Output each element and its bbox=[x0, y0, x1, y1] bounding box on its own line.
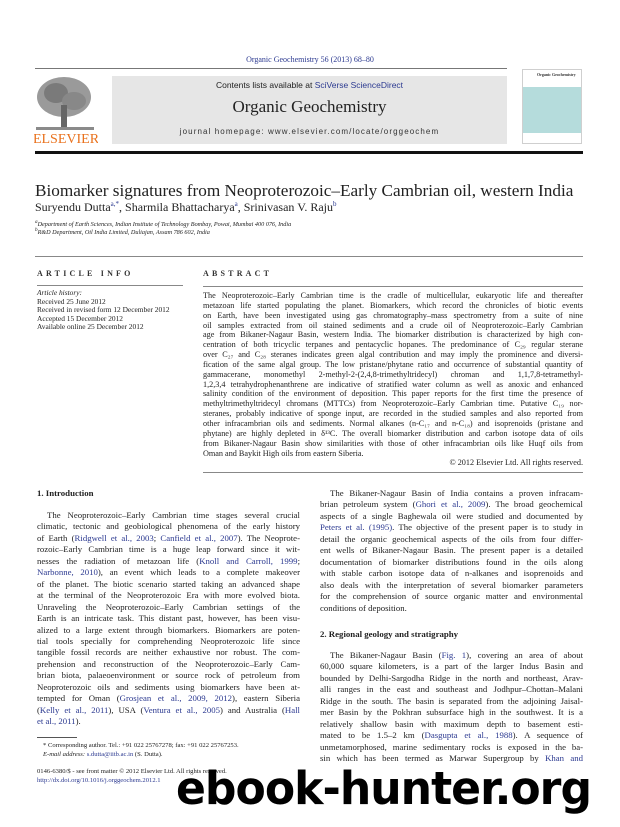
contents-text: Contents lists available at bbox=[215, 80, 315, 90]
divider bbox=[35, 256, 583, 257]
text-segment: for the comprehension of source organic matter and environmental bbox=[320, 591, 583, 602]
doi-link[interactable]: http://dx.doi.org/10.1016/j.orggeochem.2012.1 bbox=[37, 777, 161, 784]
text-segment: with stable carbon isotope data of n-alkanes and isoprenoids and bbox=[320, 568, 583, 579]
text-line bbox=[37, 693, 300, 704]
text-segment: brian biota, palaeoenvironment or source rock of petroleum from bbox=[37, 670, 300, 681]
text-line bbox=[203, 439, 583, 449]
text-line bbox=[203, 350, 583, 360]
text-segment: tial tools specially for comprehending Neoproterozoic life since bbox=[37, 635, 300, 646]
text-line bbox=[320, 650, 583, 661]
text-line bbox=[203, 330, 583, 340]
text-line bbox=[320, 511, 583, 522]
text-segment: ; bbox=[153, 532, 161, 543]
text-line bbox=[203, 301, 583, 311]
text-line bbox=[320, 730, 583, 741]
citation-link[interactable]: Narbonne, 2010 bbox=[37, 567, 98, 578]
text-line bbox=[320, 568, 583, 579]
text-segment: gammacerane, monomethyl 2-methyl-2-(2,4,8-trimethyltridecyl) chroman and 1,1,7,8-tetramethyl- bbox=[203, 369, 583, 379]
abstract-text bbox=[203, 291, 583, 458]
text-segment: ), eastern Siberia bbox=[232, 693, 300, 704]
text-line bbox=[203, 321, 583, 331]
citation-link[interactable]: Ridgwell et al., 2003 bbox=[74, 532, 154, 543]
text-segment: brian petroleum system ( bbox=[320, 499, 416, 510]
text-segment: over C₂₇ and C₂₈ steranes indicates green algal contribution and may imply the prominence and diversi- bbox=[203, 350, 583, 360]
text-segment: sin which has been termed as Marwar Supergroup by bbox=[320, 753, 546, 764]
text-line bbox=[320, 673, 583, 684]
text-segment: tangible fossil records are neither exhaustive nor robust. The com- bbox=[37, 647, 300, 658]
citation-link[interactable]: Grosjean et al., 2009, 2012 bbox=[119, 693, 233, 704]
text-segment: methyltrimethyltridecyl chromans (MTTCs) from Neoproterozoic–Early Cambrian time. Putative C₁₉ nor- bbox=[203, 399, 583, 409]
text-line bbox=[320, 603, 583, 614]
sciencedirect-link[interactable]: SciVerse ScienceDirect bbox=[314, 80, 404, 90]
text-line bbox=[320, 696, 583, 707]
text-segment: from Bikaner-Nagaur Basin show similarities with those of other infracambrian oils like Huqf oils from bbox=[203, 438, 583, 448]
text-segment: The Bikaner-Nagaur Basin of India contains a proven infracam- bbox=[330, 488, 583, 498]
text-line bbox=[320, 499, 583, 510]
text-line bbox=[203, 311, 583, 321]
text-segment: phytane) are highly depleted in δ¹³C. The overall biomarker distribution and carbon isotope data of oils bbox=[203, 428, 583, 438]
text-line bbox=[203, 419, 583, 429]
text-line bbox=[37, 613, 300, 624]
text-segment: Unraveling the Neoproterozoic–Early Cambrian settings of the bbox=[37, 601, 300, 612]
text-segment: ; bbox=[297, 555, 300, 566]
text-line bbox=[37, 510, 300, 521]
footnote bbox=[37, 741, 239, 759]
section-heading-introduction: 1. Introduction bbox=[37, 488, 94, 498]
text-segment: ). bbox=[75, 716, 81, 727]
text-segment: ), USA ( bbox=[108, 704, 144, 715]
text-segment: age from Bikaner-Nagaur Basin, western India. The biomarker distribution is characterized by high con- bbox=[203, 330, 583, 340]
abstract-heading: ABSTRACT bbox=[203, 269, 273, 278]
text-line bbox=[320, 557, 583, 568]
email-label: E-mail address: bbox=[43, 751, 87, 758]
text-segment: on Earth, have been investigated using gas chromatography–mass spectrometry from a suite of nine bbox=[203, 310, 583, 320]
journal-cover-thumbnail[interactable] bbox=[522, 69, 582, 144]
author-affiliation-mark[interactable]: a bbox=[234, 200, 238, 208]
article-history bbox=[37, 289, 170, 332]
text-line bbox=[320, 580, 583, 591]
tree-icon bbox=[34, 75, 98, 145]
elsevier-logo bbox=[34, 75, 98, 145]
author-affiliation-mark[interactable]: b bbox=[332, 200, 337, 208]
text-line bbox=[37, 659, 300, 670]
text-line bbox=[320, 591, 583, 602]
text-segment: ). The broad geochemical bbox=[485, 499, 583, 510]
text-segment: Earth is an intricate task. This distant past, however, has been visu- bbox=[37, 613, 300, 624]
text-segment: Oman and Baykit High oils from eastern Siberia. bbox=[203, 448, 364, 458]
text-segment: at the terminal of the Neoproterozoic Era with more evolved biota. bbox=[37, 590, 300, 601]
author-affiliation-mark[interactable]: a,* bbox=[110, 200, 120, 208]
text-segment: of the planet. The biotic scenario started taking an advanced shape bbox=[37, 578, 300, 589]
text-segment: mated to be 1.5–2 km ( bbox=[320, 730, 425, 741]
section-heading-geology: 2. Regional geology and stratigraphy bbox=[320, 629, 459, 639]
cover-title: Organic Geochemistry bbox=[537, 72, 576, 77]
history-revised: Received in revised form 12 December 2012 bbox=[37, 305, 170, 315]
text-line bbox=[203, 291, 583, 301]
text-segment: centration of both tricyclic terpanes and pentacyclic hopanes. The predominance of C₂₉ regular sterane bbox=[203, 340, 583, 350]
text-segment: bounded by Delhi-Sargodha Ridge in the north and northeast, Arav- bbox=[320, 672, 583, 683]
text-segment: rozoic–Early Cambrian time is a huge leap forward since it wit- bbox=[37, 544, 300, 555]
text-line bbox=[203, 370, 583, 380]
divider bbox=[35, 68, 507, 69]
text-line bbox=[37, 625, 300, 636]
text-segment: documentation of biomarker distributions found in the oils along bbox=[320, 556, 583, 567]
citation-link[interactable]: Dasgupta et al., 1988 bbox=[424, 730, 513, 741]
citation-link[interactable]: Hall bbox=[284, 704, 300, 715]
text-segment: ent wells of Bikaner-Nagaur Basin. The present paper is a detailed bbox=[320, 545, 583, 556]
contents-line bbox=[112, 80, 507, 90]
text-segment: metazoan life started populating the planet. Biomarkers, which record the chronicles of biotic events bbox=[203, 300, 583, 310]
journal-homepage[interactable]: journal homepage: www.elsevier.com/locate/orggeochem bbox=[179, 127, 440, 136]
text-line bbox=[320, 488, 583, 499]
text-line bbox=[37, 579, 300, 590]
text-line bbox=[203, 449, 583, 459]
text-segment: salinity condition of the environment of deposition. This paper reports for the first time the presence of bbox=[203, 389, 583, 399]
text-segment: ). The Neoprote- bbox=[237, 532, 300, 543]
text-line bbox=[203, 429, 583, 439]
text-line bbox=[37, 590, 300, 601]
history-received: Received 25 June 2012 bbox=[37, 296, 106, 306]
divider bbox=[203, 472, 583, 473]
text-segment: Neoproterozoic oils and sediments using biomarkers have been at- bbox=[37, 681, 300, 692]
citation-link[interactable]: Kelly et al., 2011 bbox=[39, 704, 109, 715]
front-matter-text: 0146-6380/$ - see front matter © 2012 Elsevier Ltd. All rights reserved. bbox=[37, 768, 227, 775]
text-line bbox=[37, 533, 300, 544]
text-line bbox=[203, 340, 583, 350]
history-label: Article history: bbox=[37, 288, 82, 297]
text-segment: ). A sequence of bbox=[512, 730, 583, 741]
text-segment: nesses the radiation of metazoan life ( bbox=[37, 555, 200, 566]
text-line bbox=[37, 716, 300, 727]
text-line bbox=[203, 380, 583, 390]
text-segment: ), an event which leads to a complete makeover bbox=[97, 567, 300, 578]
text-segment: oil samples extracted from oil stained sediments and a crude oil of Neoproterozoic–Early Cambrian bbox=[203, 320, 583, 330]
text-segment: The Neoproterozoic–Early Cambrian time is the cradle of multicellular, eukaryotic life and thereafter bbox=[203, 291, 583, 300]
author-name[interactable]: Suryendu Dutta bbox=[35, 200, 111, 214]
text-segment: fication of the same algal group. The low pristane/phytane ratio and occurrence of substantial quantity of bbox=[203, 359, 583, 369]
text-segment: 1,2,3,4 tetrahydrophenanthrene are indicative of stratified water column as well as anoxic and enhanced bbox=[203, 379, 583, 389]
footnote-divider bbox=[37, 737, 77, 738]
text-line bbox=[37, 705, 300, 716]
text-line bbox=[37, 682, 300, 693]
text-line bbox=[203, 360, 583, 370]
text-line bbox=[320, 522, 583, 533]
citation-link[interactable]: Knoll and Carroll, 1999 bbox=[199, 555, 298, 566]
text-segment: aspects of a single Baghewala oil were studied and documented by bbox=[320, 510, 583, 521]
author-name[interactable]: Sharmila Bhattacharya bbox=[125, 200, 235, 214]
citation-link[interactable]: Khan and bbox=[545, 753, 583, 764]
text-segment: also deals with the interpretation of several biomarker parameters bbox=[320, 579, 583, 590]
email-link[interactable]: s.dutta@iitb.ac.in bbox=[86, 751, 134, 758]
text-line bbox=[320, 545, 583, 556]
text-segment: other infracambrian oils and sediments. Normal alkanes (n-C₁₇ and n-C₁₈) and isoprenoids (pristane and bbox=[203, 418, 583, 428]
text-segment: The Neoproterozoic–Early Cambrian time stages several crucial bbox=[47, 510, 300, 520]
citation-link[interactable]: Ventura et al., 2005 bbox=[143, 704, 220, 715]
author-name[interactable]: Srinivasan V. Raju bbox=[243, 200, 333, 214]
text-segment: alli ranges in the east and southeast and Jodhpur–Chottan–Malani bbox=[320, 684, 583, 695]
text-line bbox=[37, 521, 300, 532]
text-line bbox=[320, 661, 583, 672]
text-segment: detail the organic geochemical aspects of the oils from four differ- bbox=[320, 533, 583, 544]
citation-link[interactable]: et al., 2011 bbox=[37, 716, 76, 727]
affiliation-a: $^a$Department of Earth Sciences, Indian Institute of Technology Bombay, Powai, Mumbai 400 076, India bbox=[35, 219, 292, 229]
article-info-heading: ARTICLE INFO bbox=[37, 269, 134, 278]
affiliation-b: $^b$R&D Department, Oil India Limited, Duliajan, Assam 786 602, India bbox=[35, 227, 210, 237]
text-line bbox=[320, 684, 583, 695]
text-segment: ), covering an area of about bbox=[466, 650, 584, 660]
citation-link[interactable]: Canfield et al., 2007 bbox=[160, 532, 238, 543]
text-line bbox=[203, 399, 583, 409]
text-line bbox=[37, 567, 300, 578]
text-line bbox=[37, 636, 300, 647]
text-segment: mer Basin by the Pokhran subsurface high in the southwest. It is a bbox=[320, 707, 583, 718]
history-online: Available online 25 December 2012 bbox=[37, 322, 144, 332]
citation-link[interactable]: Ghori et al., 2009 bbox=[415, 499, 486, 510]
text-line bbox=[203, 389, 583, 399]
author-separator: , bbox=[237, 200, 244, 214]
text-segment: 60,000 square kilometers, is a part of the larger Indus Basin and bbox=[320, 661, 583, 672]
text-segment: alized to a large extent through biomarkers. Biomarkers are poten- bbox=[37, 624, 300, 635]
journal-title: Organic Geochemistry bbox=[232, 97, 387, 116]
text-segment: relatively shallow basin with maximum depth to basement esti- bbox=[320, 718, 583, 729]
text-segment: ( bbox=[37, 704, 40, 715]
text-segment: tempted for Oman ( bbox=[37, 693, 120, 704]
journal-citation[interactable]: Organic Geochemistry 56 (2013) 68–80 bbox=[246, 55, 374, 64]
text-segment: of Earth ( bbox=[37, 532, 75, 543]
history-accepted: Accepted 15 December 2012 bbox=[37, 313, 123, 323]
watermark: ebook-hunter.org bbox=[176, 762, 592, 815]
text-line bbox=[320, 742, 583, 753]
introduction-paragraph bbox=[37, 510, 300, 728]
divider bbox=[35, 151, 583, 154]
introduction-paragraph-2 bbox=[320, 488, 583, 614]
journal-banner bbox=[112, 76, 507, 144]
divider bbox=[203, 286, 583, 287]
author-separator: , bbox=[119, 200, 126, 214]
text-line bbox=[320, 534, 583, 545]
corresponding-author: * Corresponding author. Tel.: +91 022 25767278; fax: +91 022 25767253. bbox=[43, 742, 239, 749]
text-segment: ) and Australia ( bbox=[219, 704, 285, 715]
text-line bbox=[320, 707, 583, 718]
article-title: Biomarker signatures from Neoproterozoic–Early Cambrian oil, western India bbox=[35, 181, 574, 200]
text-line bbox=[37, 647, 300, 658]
text-line bbox=[320, 719, 583, 730]
logo-wordmark: ELSEVIER bbox=[34, 132, 98, 145]
citation-link[interactable]: Fig. 1 bbox=[441, 650, 467, 660]
text-line bbox=[203, 409, 583, 419]
text-segment: conditions of deposition. bbox=[320, 602, 407, 613]
divider bbox=[37, 285, 183, 286]
text-segment: unmetamorphosed, marine sedimentary rocks is exposed in the ba- bbox=[320, 741, 583, 752]
author-list bbox=[35, 200, 336, 215]
text-line bbox=[37, 670, 300, 681]
text-line bbox=[37, 544, 300, 555]
text-line bbox=[37, 556, 300, 567]
text-segment: climatic, tectonic and geobiological phenomena of the early history bbox=[37, 521, 300, 532]
text-segment: The Bikaner-Nagaur Basin ( bbox=[330, 650, 442, 660]
text-segment: Ridge in the south. The basin is separated from the adjoining Jaisal- bbox=[320, 695, 583, 706]
abstract-copyright: © 2012 Elsevier Ltd. All rights reserved. bbox=[449, 458, 583, 467]
text-segment: steranes, probably indicative of sponge input, are recorded in the studied samples and also reported from bbox=[203, 409, 583, 419]
citation-link[interactable]: Peters et al. (1995) bbox=[320, 522, 393, 533]
geology-paragraph bbox=[320, 650, 583, 765]
text-segment: . The objective of the present paper is to study in bbox=[392, 522, 584, 533]
text-segment: prehension and reconstruction of the Neoproterozoic–Early Cam- bbox=[37, 658, 300, 669]
text-line bbox=[37, 602, 300, 613]
email-suffix: (S. Dutta). bbox=[133, 751, 163, 758]
